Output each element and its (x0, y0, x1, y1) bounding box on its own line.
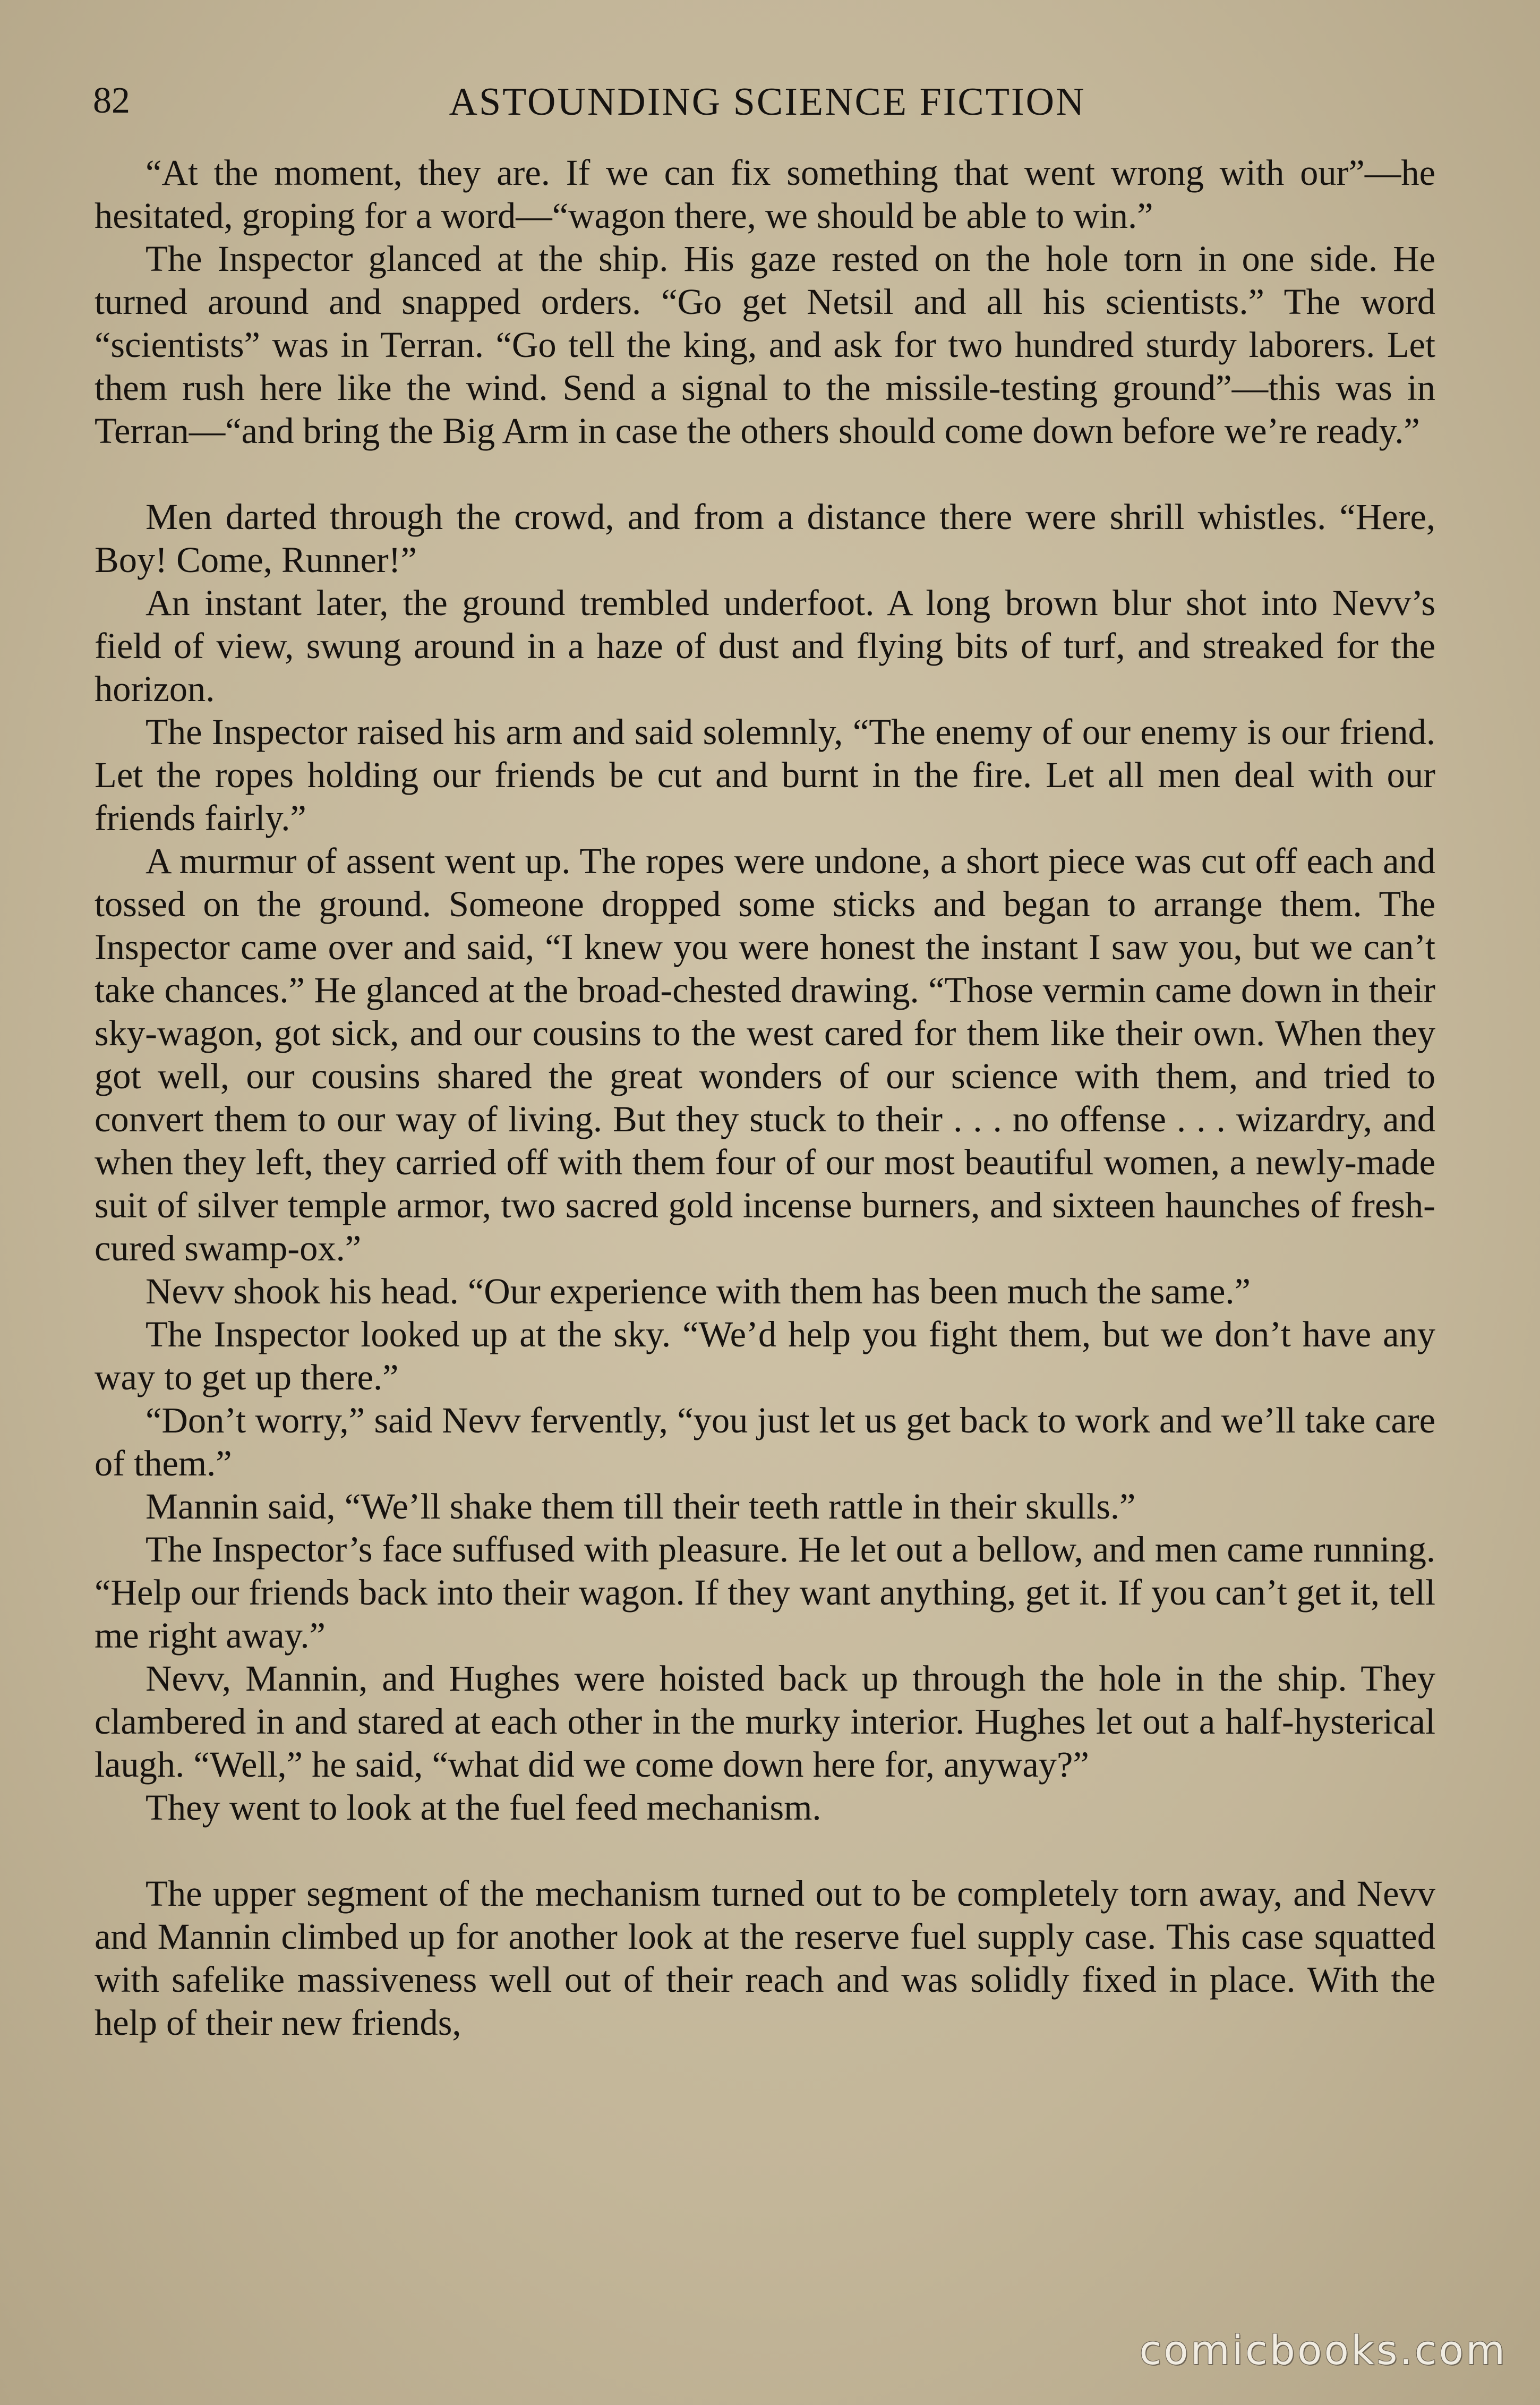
paragraph: A murmur of assent went up. The ropes were undone, a short piece was cut off each and tossed on the ground. Someone dropped some sticks and began to arrange them. The Inspector came over and said, “I knew you were honest the instant I saw you, but we can’t take chances.” He glanced at the broad-chested drawing. “Those vermin came down in their sky-wagon, got sick, and our cousins to the west cared for them like their own. When they got well, our cousins shared the great wonders of our science with them, and tried to convert them to our way of living. But they stuck to their . . . no offense . . . wizardry, and when they left, they carried off with them four of our most beautiful women, a newly-made suit of silver temple armor, two sacred gold incense burners, and sixteen haunches of fresh-cured swamp-ox.” (95, 841, 1435, 1268)
paragraph: An instant later, the ground trembled underfoot. A long brown blur shot into Nevv’s field of view, swung around in a haze of dust and flying bits of turf, and streaked for the horizon. (95, 583, 1435, 709)
running-title: ASTOUNDING SCIENCE FICTION (449, 80, 1086, 124)
paragraph: “Don’t worry,” said Nevv fervently, “you just let us get back to work and we’ll take care of them.” (95, 1400, 1435, 1483)
paragraph: The Inspector glanced at the ship. His gaze rested on the hole torn in one side. He turned around and snapped orders. “Go get Netsil and all his scientists.” The word “scientists” was in Terran. “Go tell the king, and ask for two hundred sturdy laborers. Let them rush here like the wind. Send a signal to the missile-testing ground”—this was in Terran—“and bring the Big Arm in case the others should come down before we’re ready.” (95, 238, 1435, 451)
paragraph: They went to look at the fuel feed mechanism. (146, 1787, 822, 1828)
page-number: 82 (93, 80, 130, 121)
paragraph: The upper segment of the mechanism turned out to be completely torn away, and Nevv and Mannin climbed up for another look at the reserve fuel supply case. This case squatted with safelike massiveness well out of their reach and was solidly fixed in place. With the help of their new friends, (95, 1873, 1435, 2043)
paragraph: The Inspector looked up at the sky. “We’d help you fight them, but we don’t have any way to get up there.” (95, 1314, 1435, 1397)
paragraph: The Inspector’s face suffused with pleasure. He let out a bellow, and men came running. “Help our friends back into their wagon. If they want anything, get it. If you can’t get it, tell me right away.” (95, 1529, 1435, 1656)
site-watermark: comicbooks.com (1139, 2326, 1507, 2374)
paragraph: Nevv, Mannin, and Hughes were hoisted back up through the hole in the ship. They clambered in and stared at each other in the murky interior. Hughes let out a half-hysterical laugh. “Well,” he said, “what did we come down here for, anyway?” (95, 1658, 1435, 1785)
paragraph: Men darted through the crowd, and from a distance there were shrill whistles. “Here, Boy! Come, Runner!” (95, 497, 1435, 580)
paragraph: Mannin said, “We’ll shake them till their teeth rattle in their skulls.” (146, 1486, 1136, 1526)
story-text (95, 151, 1435, 2044)
paragraph: Nevv shook his head. “Our experience with them has been much the same.” (146, 1271, 1251, 1311)
paragraph: The Inspector raised his arm and said solemnly, “The enemy of our enemy is our friend. Let the ropes holding our friends be cut and burnt in the fire. Let all men deal with our friends fairly.” (95, 712, 1435, 838)
paragraph: “At the moment, they are. If we can fix something that went wrong with our”—he hesitated, groping for a word—“wagon there, we should be able to win.” (95, 152, 1435, 236)
page-header (93, 80, 1442, 138)
